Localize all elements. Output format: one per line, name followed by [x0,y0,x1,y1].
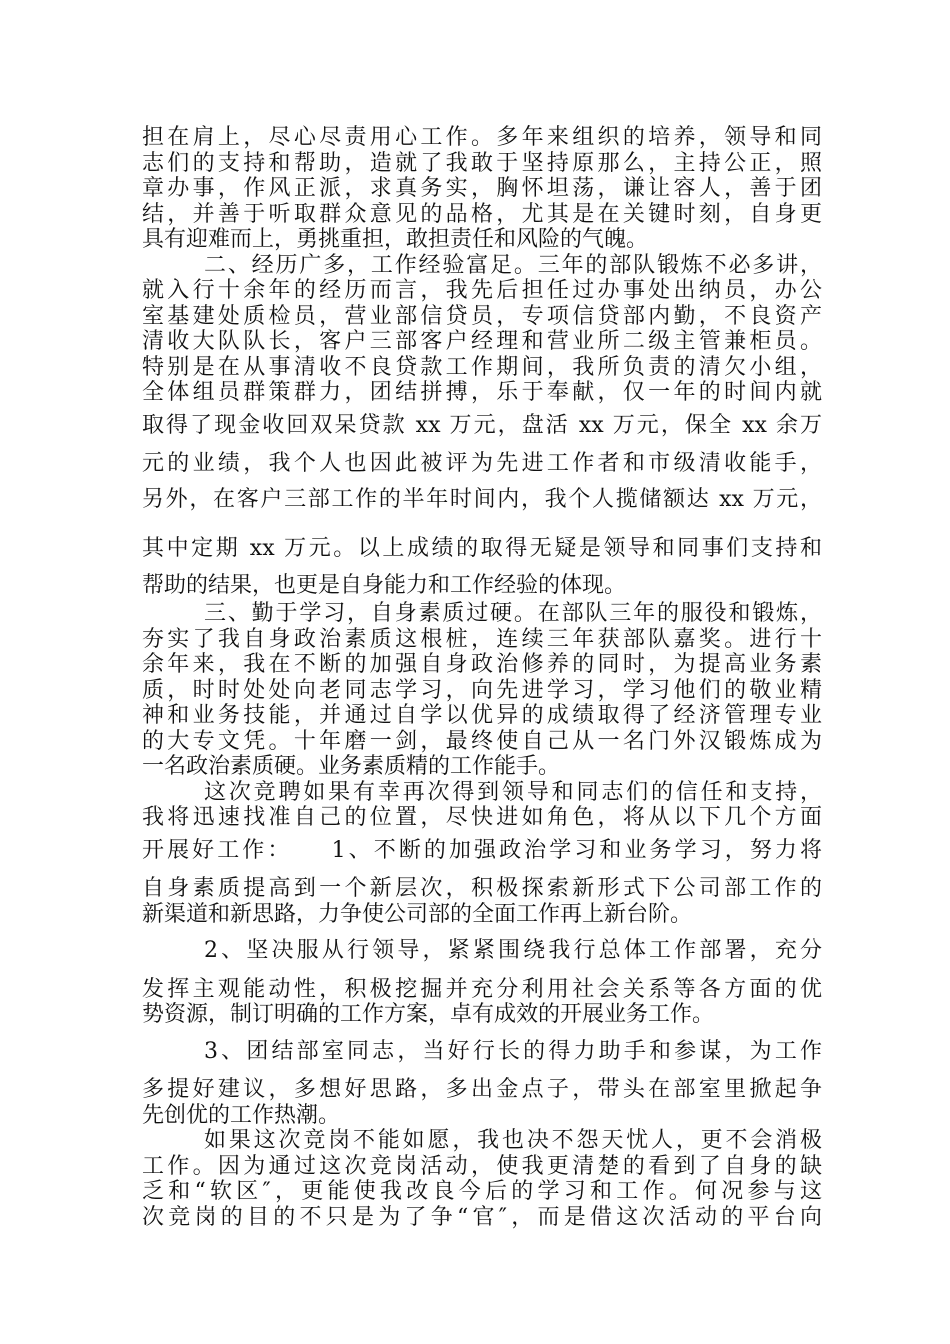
text-line: 的大专文凭。十年磨一剑，最终使自己从一名门外汉锻炼成为 [142,729,822,754]
text-line: 特别是在从事清收不良贷款工作期间，我所负责的清欠小组， [142,355,822,380]
text-line: 担在肩上，尽心尽责用心工作。多年来组织的培养，领导和同 [142,125,822,150]
text-line: 具有迎难而上，勇挑重担，敢担责任和风险的气魄。 [142,227,649,252]
text-line: 先创优的工作热潮。 [142,1103,341,1128]
text-line: 工作。因为通过这次竞岗活动，使我更清楚的看到了自身的缺 [142,1154,822,1179]
text-line: 我将迅速找准自己的位置，尽快进如角色，将从以下几个方面 [142,805,822,830]
text-line: 这次竞聘如果有幸再次得到领导和同志们的信任和支持， [204,780,822,805]
text-line: 新渠道和新思路，力争使公司部的全面工作再上新台阶。 [142,902,693,927]
text-line: 元的业绩，我个人也因此被评为先进工作者和市级清收能手， [142,451,822,476]
text-line: 其中定期 xx 万元。以上成绩的取得无疑是领导和同事们支持和 [142,536,822,561]
text-line: 神和业务技能，并通过自学以优异的成绩取得了经济管理专业 [142,703,822,728]
text-line: 2、坚决服从行领导，紧紧围绕我行总体工作部署，充分 [204,938,822,963]
text-line: 3、团结部室同志，当好行长的得力助手和参谋，为工作 [204,1039,822,1064]
text-line: 帮助的结果，也更是自身能力和工作经验的体现。 [142,573,627,598]
text-line: 清收大队队长，客户三部客户经理和营业所二级主管兼柜员。 [142,329,822,354]
text-line: 三、勤于学习，自身素质过硬。在部队三年的服役和锻炼， [204,601,822,626]
text-line: 次竞岗的目的不只是为了争“官″，而是借这次活动的平台向 [142,1205,822,1230]
text-line: 乏和“软区″，更能使我改良今后的学习和工作。何况参与这 [142,1179,822,1204]
text-line: 取得了现金收回双呆贷款 xx 万元，盘活 xx 万元，保全 xx 余万 [142,413,822,438]
text-line: 自身素质提高到一个新层次，积极探索新形式下公司部工作的 [142,876,822,901]
text-line: 结，并善于听取群众意见的品格，尤其是在关键时刻，自身更 [142,202,822,227]
text-line: 二、经历广多，工作经验富足。三年的部队锻炼不必多讲， [204,253,822,278]
text-line: 夯实了我自身政治素质这根桩，连续三年获部队嘉奖。进行十 [142,627,822,652]
text-line: 一名政治素质硬。业务素质精的工作能手。 [142,754,561,779]
text-line: 就入行十余年的经历而言，我先后担任过办事处出纳员，办公 [142,278,822,303]
text-line: 如果这次竞岗不能如愿，我也决不怨天忧人，更不会消极 [204,1128,822,1153]
text-line: 余年来，我在不断的加强自身政治修养的同时，为提高业务素 [142,652,822,677]
text-line: 发挥主观能动性，积极挖掘并充分利用社会关系等各方面的优 [142,977,822,1002]
text-line: 势资源，制订明确的工作方案，卓有成效的开展业务工作。 [142,1002,715,1027]
text-line: 另外，在客户三部工作的半年时间内，我个人揽储额达 xx 万元， [142,487,822,512]
text-line: 质，时时处处向老同志学习，向先进学习，学习他们的敬业精 [142,678,822,703]
text-line: 志们的支持和帮助，造就了我敢于坚持原那么，主持公正，照 [142,151,822,176]
text-line: 多提好建议，多想好思路，多出金点子，带头在部室里掀起争 [142,1077,822,1102]
text-line: 室基建处质检员，营业部信贷员，专项信贷部内勤，不良资产 [142,304,822,329]
text-line: 章办事，作风正派，求真务实，胸怀坦荡，谦让容人，善于团 [142,176,822,201]
text-line: 全体组员群策群力，团结拼搏，乐于奉献，仅一年的时间内就 [142,380,822,405]
text-line: 开展好工作： 1、不断的加强政治学习和业务学习，努力将 [142,838,822,863]
